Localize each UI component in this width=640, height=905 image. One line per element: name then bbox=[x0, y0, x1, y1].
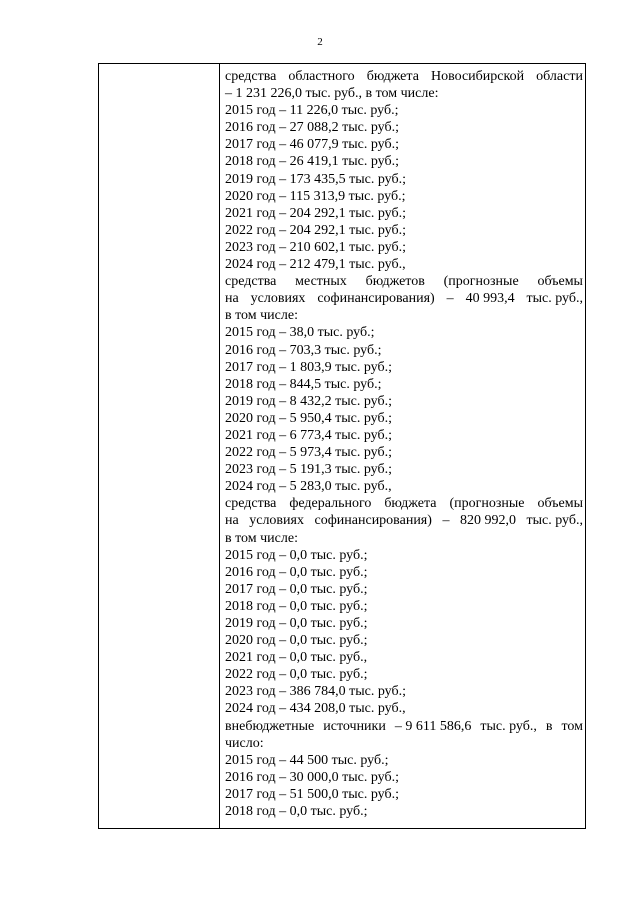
funding-intro-line bbox=[225, 273, 583, 290]
year-amount-line: 2020 год – 115 313,9 тыс. руб.; bbox=[225, 188, 406, 204]
funding-intro-line bbox=[225, 512, 583, 529]
year-amount-line: 2019 год – 173 435,5 тыс. руб.; bbox=[225, 171, 406, 187]
year-amount-line: 2018 год – 0,0 тыс. руб.; bbox=[225, 804, 368, 820]
intro-word: федерального bbox=[289, 496, 372, 512]
year-amount-line: 2022 год – 204 292,1 тыс. руб.; bbox=[225, 222, 406, 238]
year-amount-line: 2016 год – 27 088,2 тыс. руб.; bbox=[225, 120, 399, 136]
funding-intro-line: в том числе: bbox=[225, 530, 298, 546]
intro-word: области bbox=[536, 69, 583, 84]
intro-word: бюджетов bbox=[365, 274, 425, 290]
funding-intro-line: число: bbox=[225, 735, 264, 751]
page-number: 2 bbox=[317, 36, 323, 48]
year-amount-line: 2020 год – 0,0 тыс. руб.; bbox=[225, 633, 368, 649]
funding-section bbox=[225, 718, 583, 821]
intro-word: на bbox=[225, 291, 239, 307]
intro-word: внебюджетные bbox=[225, 718, 315, 734]
intro-word: бюджета bbox=[384, 496, 437, 512]
intro-word: (прогнозные bbox=[449, 496, 525, 512]
year-amount-line: 2023 год – 5 191,3 тыс. руб.; bbox=[225, 462, 392, 478]
year-amount-line: 2015 год – 38,0 тыс. руб.; bbox=[225, 325, 375, 341]
year-amount-line: 2017 год – 0,0 тыс. руб.; bbox=[225, 581, 368, 597]
funding-intro-line bbox=[225, 718, 583, 735]
intro-word: условиях bbox=[249, 513, 304, 529]
year-amount-line: 2017 год – 46 077,9 тыс. руб.; bbox=[225, 137, 399, 153]
intro-word: средства bbox=[225, 69, 277, 84]
year-amount-line: 2019 год – 8 432,2 тыс. руб.; bbox=[225, 393, 392, 409]
intro-word: объемы bbox=[537, 274, 583, 290]
funding-intro-line bbox=[225, 495, 583, 512]
year-amount-line: 2024 год – 212 479,1 тыс. руб., bbox=[225, 257, 406, 273]
funding-section bbox=[225, 68, 583, 273]
year-amount-line: 2022 год – 0,0 тыс. руб.; bbox=[225, 667, 368, 683]
year-amount-line: 2020 год – 5 950,4 тыс. руб.; bbox=[225, 410, 392, 426]
funding-section bbox=[225, 273, 583, 495]
intro-word: тыс. руб., bbox=[526, 291, 583, 307]
intro-word: софинансирования) bbox=[314, 513, 432, 529]
intro-word: на bbox=[225, 513, 239, 529]
intro-word: том bbox=[561, 718, 583, 734]
funding-intro-line: – 1 231 226,0 тыс. руб., в том числе: bbox=[225, 86, 439, 102]
year-amount-line: 2016 год – 0,0 тыс. руб.; bbox=[225, 564, 368, 580]
intro-word: 820 992,0 bbox=[459, 513, 516, 529]
year-amount-line: 2024 год – 5 283,0 тыс. руб., bbox=[225, 479, 392, 495]
intro-word: 40 993,4 bbox=[465, 291, 515, 307]
year-amount-line: 2015 год – 44 500 тыс. руб.; bbox=[225, 752, 389, 768]
intro-word: – bbox=[446, 291, 454, 307]
intro-word: областного bbox=[288, 69, 355, 84]
year-amount-line: 2021 год – 0,0 тыс. руб., bbox=[225, 650, 368, 666]
year-amount-line: 2024 год – 434 208,0 тыс. руб., bbox=[225, 701, 406, 717]
year-amount-line: 2018 год – 26 419,1 тыс. руб.; bbox=[225, 154, 399, 170]
year-amount-line: 2023 год – 386 784,0 тыс. руб.; bbox=[225, 684, 406, 700]
intro-word: средства bbox=[225, 274, 277, 290]
intro-word: Новосибирской bbox=[430, 69, 525, 84]
year-amount-line: 2016 год – 30 000,0 тыс. руб.; bbox=[225, 769, 399, 785]
intro-word: источники bbox=[323, 718, 386, 734]
intro-word: условиях bbox=[250, 291, 306, 307]
intro-word: в bbox=[545, 718, 553, 734]
intro-word: тыс. руб., bbox=[480, 718, 537, 734]
intro-word: тыс. руб., bbox=[526, 513, 583, 529]
year-amount-line: 2018 год – 844,5 тыс. руб.; bbox=[225, 376, 382, 392]
year-amount-line: 2022 год – 5 973,4 тыс. руб.; bbox=[225, 445, 392, 461]
table-right-column bbox=[225, 68, 583, 820]
year-amount-line: 2017 год – 51 500,0 тыс. руб.; bbox=[225, 786, 399, 802]
intro-word: бюджета bbox=[366, 69, 419, 84]
intro-word: местных bbox=[295, 274, 347, 290]
intro-word: средства bbox=[225, 496, 277, 512]
funding-section bbox=[225, 495, 583, 717]
intro-word: – 9 611 586,6 bbox=[394, 718, 472, 734]
year-amount-line: 2023 год – 210 602,1 тыс. руб.; bbox=[225, 239, 406, 255]
funding-intro-line bbox=[225, 68, 583, 85]
funding-intro-line: в том числе: bbox=[225, 308, 298, 324]
funding-table bbox=[98, 63, 586, 829]
year-amount-line: 2019 год – 0,0 тыс. руб.; bbox=[225, 616, 368, 631]
year-amount-line: 2021 год – 6 773,4 тыс. руб.; bbox=[225, 427, 392, 443]
year-amount-line: 2017 год – 1 803,9 тыс. руб.; bbox=[225, 359, 392, 375]
funding-intro-line bbox=[225, 290, 583, 307]
intro-word: – bbox=[442, 513, 450, 529]
year-amount-line: 2015 год – 11 226,0 тыс. руб.; bbox=[225, 103, 399, 119]
year-amount-line: 2015 год – 0,0 тыс. руб.; bbox=[225, 547, 368, 563]
table-left-column bbox=[99, 64, 220, 828]
intro-word: объемы bbox=[537, 496, 583, 512]
intro-word: софинансирования) bbox=[317, 291, 435, 307]
year-amount-line: 2021 год – 204 292,1 тыс. руб.; bbox=[225, 205, 406, 221]
year-amount-line: 2016 год – 703,3 тыс. руб.; bbox=[225, 342, 382, 358]
intro-word: (прогнозные bbox=[443, 274, 519, 290]
year-amount-line: 2018 год – 0,0 тыс. руб.; bbox=[225, 598, 368, 614]
